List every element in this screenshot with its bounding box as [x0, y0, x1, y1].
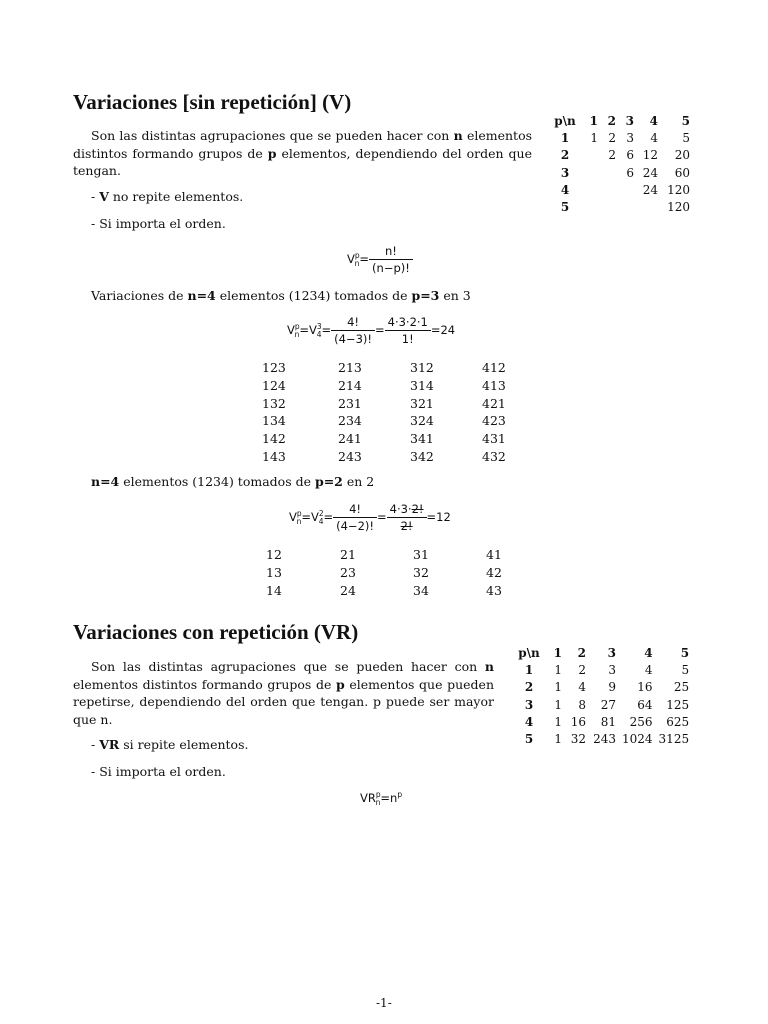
page-number: -1- — [376, 996, 392, 1010]
table-row: 13 23 32 42 — [266, 564, 502, 580]
bullet-importa-orden: - Si importa el orden. — [91, 216, 226, 231]
table-row: 4 24 120 — [560, 182, 690, 197]
section-title-variaciones-repeticion: Variaciones con repetición (VR) — [73, 620, 359, 644]
section-title-variaciones: Variaciones [sin repetición] (V) — [73, 90, 352, 114]
permutations-3-grid — [262, 360, 522, 467]
bullet-no-repite: - V no repite elementos. — [91, 189, 244, 204]
variaciones-repeticion-table — [513, 644, 692, 748]
table-row: 134 234 324 423 — [262, 413, 506, 429]
table-row: 1 1 2 3 4 5 — [560, 130, 690, 145]
table-row: 2 1 4 9 16 25 — [524, 680, 690, 695]
table-row: 124 214 314 413 — [262, 377, 506, 393]
table-header-row: p\n 1 2 3 4 5 — [554, 113, 690, 128]
bullet-si-repite: - VR si repite elementos. — [91, 737, 249, 752]
fraction: $\frac{4\cdot 3\cdot 2!}{2!}$ — [387, 502, 427, 533]
table-row: 4 1 16 81 256 625 — [524, 714, 690, 729]
intro-paragraph: Son las distintas agrupaciones que se pueden hacer con n elementos distintos formando grupos de p elementos, dependiendo del orden que tengan. — [73, 128, 533, 178]
table-row: 3 1 8 27 64 125 — [524, 697, 690, 712]
table-header-row: p\n 1 2 3 4 5 — [518, 645, 690, 660]
bullet-importa-orden-vr: - Si importa el orden. — [91, 764, 226, 779]
fraction: $\frac{n!}{(n-p)!}$ — [369, 244, 413, 275]
formula-variaciones: $V^p_n=$ $\frac{n!}{(n-p)!}$ — [347, 244, 413, 275]
table-row: 1 1 2 3 4 5 — [524, 662, 690, 677]
table-row: 5 120 — [560, 200, 690, 215]
fraction: $\frac{4!}{(4-2)!}$ — [333, 502, 377, 533]
table-row: 132 231 321 421 — [262, 395, 506, 411]
table-row: 5 1 32 243 1024 3125 — [524, 732, 690, 747]
permutations-2-grid — [266, 547, 516, 600]
table-row: 142 241 341 431 — [262, 431, 506, 447]
table-row: 143 243 342 432 — [262, 448, 506, 464]
example-n4-p2: n=4 elementos (1234) tomados de p=2 en 2 — [91, 474, 375, 489]
fraction: $\frac{4\cdot 3\cdot 2\cdot 1}{1!}$ — [385, 315, 431, 346]
fraction: $\frac{4!}{(4-3)!}$ — [331, 315, 375, 346]
formula-vr: $VR^p_n=n^p$ — [360, 790, 403, 807]
formula-example-3: $V^p_n=V^3_4=$ $\frac{4!}{(4-3)!}$ = $\frac{4\cdot 3\cdot 2\cdot 1}{1!}$ =24 — [287, 315, 456, 346]
table-row: 3 6 24 60 — [560, 165, 690, 180]
formula-example-2: $V^p_n=V^2_4=$ $\frac{4!}{(4-2)!}$ = $\frac{4\cdot 3\cdot 2!}{2!}$ =12 — [289, 502, 451, 533]
example-n4-p3: Variaciones de n=4 elementos (1234) tomados de p=3 en 3 — [91, 288, 471, 303]
table-row: 123 213 312 412 — [262, 360, 506, 375]
intro-paragraph-vr: Son las distintas agrupaciones que se pueden hacer con n elementos distintos formando grupos de p elementos que pueden repetirse, dependiendo del orden que tengan. p puede ser mayor que n. — [73, 659, 494, 727]
variaciones-table — [549, 112, 693, 216]
table-row: 14 24 34 43 — [266, 582, 502, 598]
table-row: 2 2 6 12 20 — [560, 148, 690, 163]
table-row: 12 21 31 41 — [266, 547, 502, 562]
